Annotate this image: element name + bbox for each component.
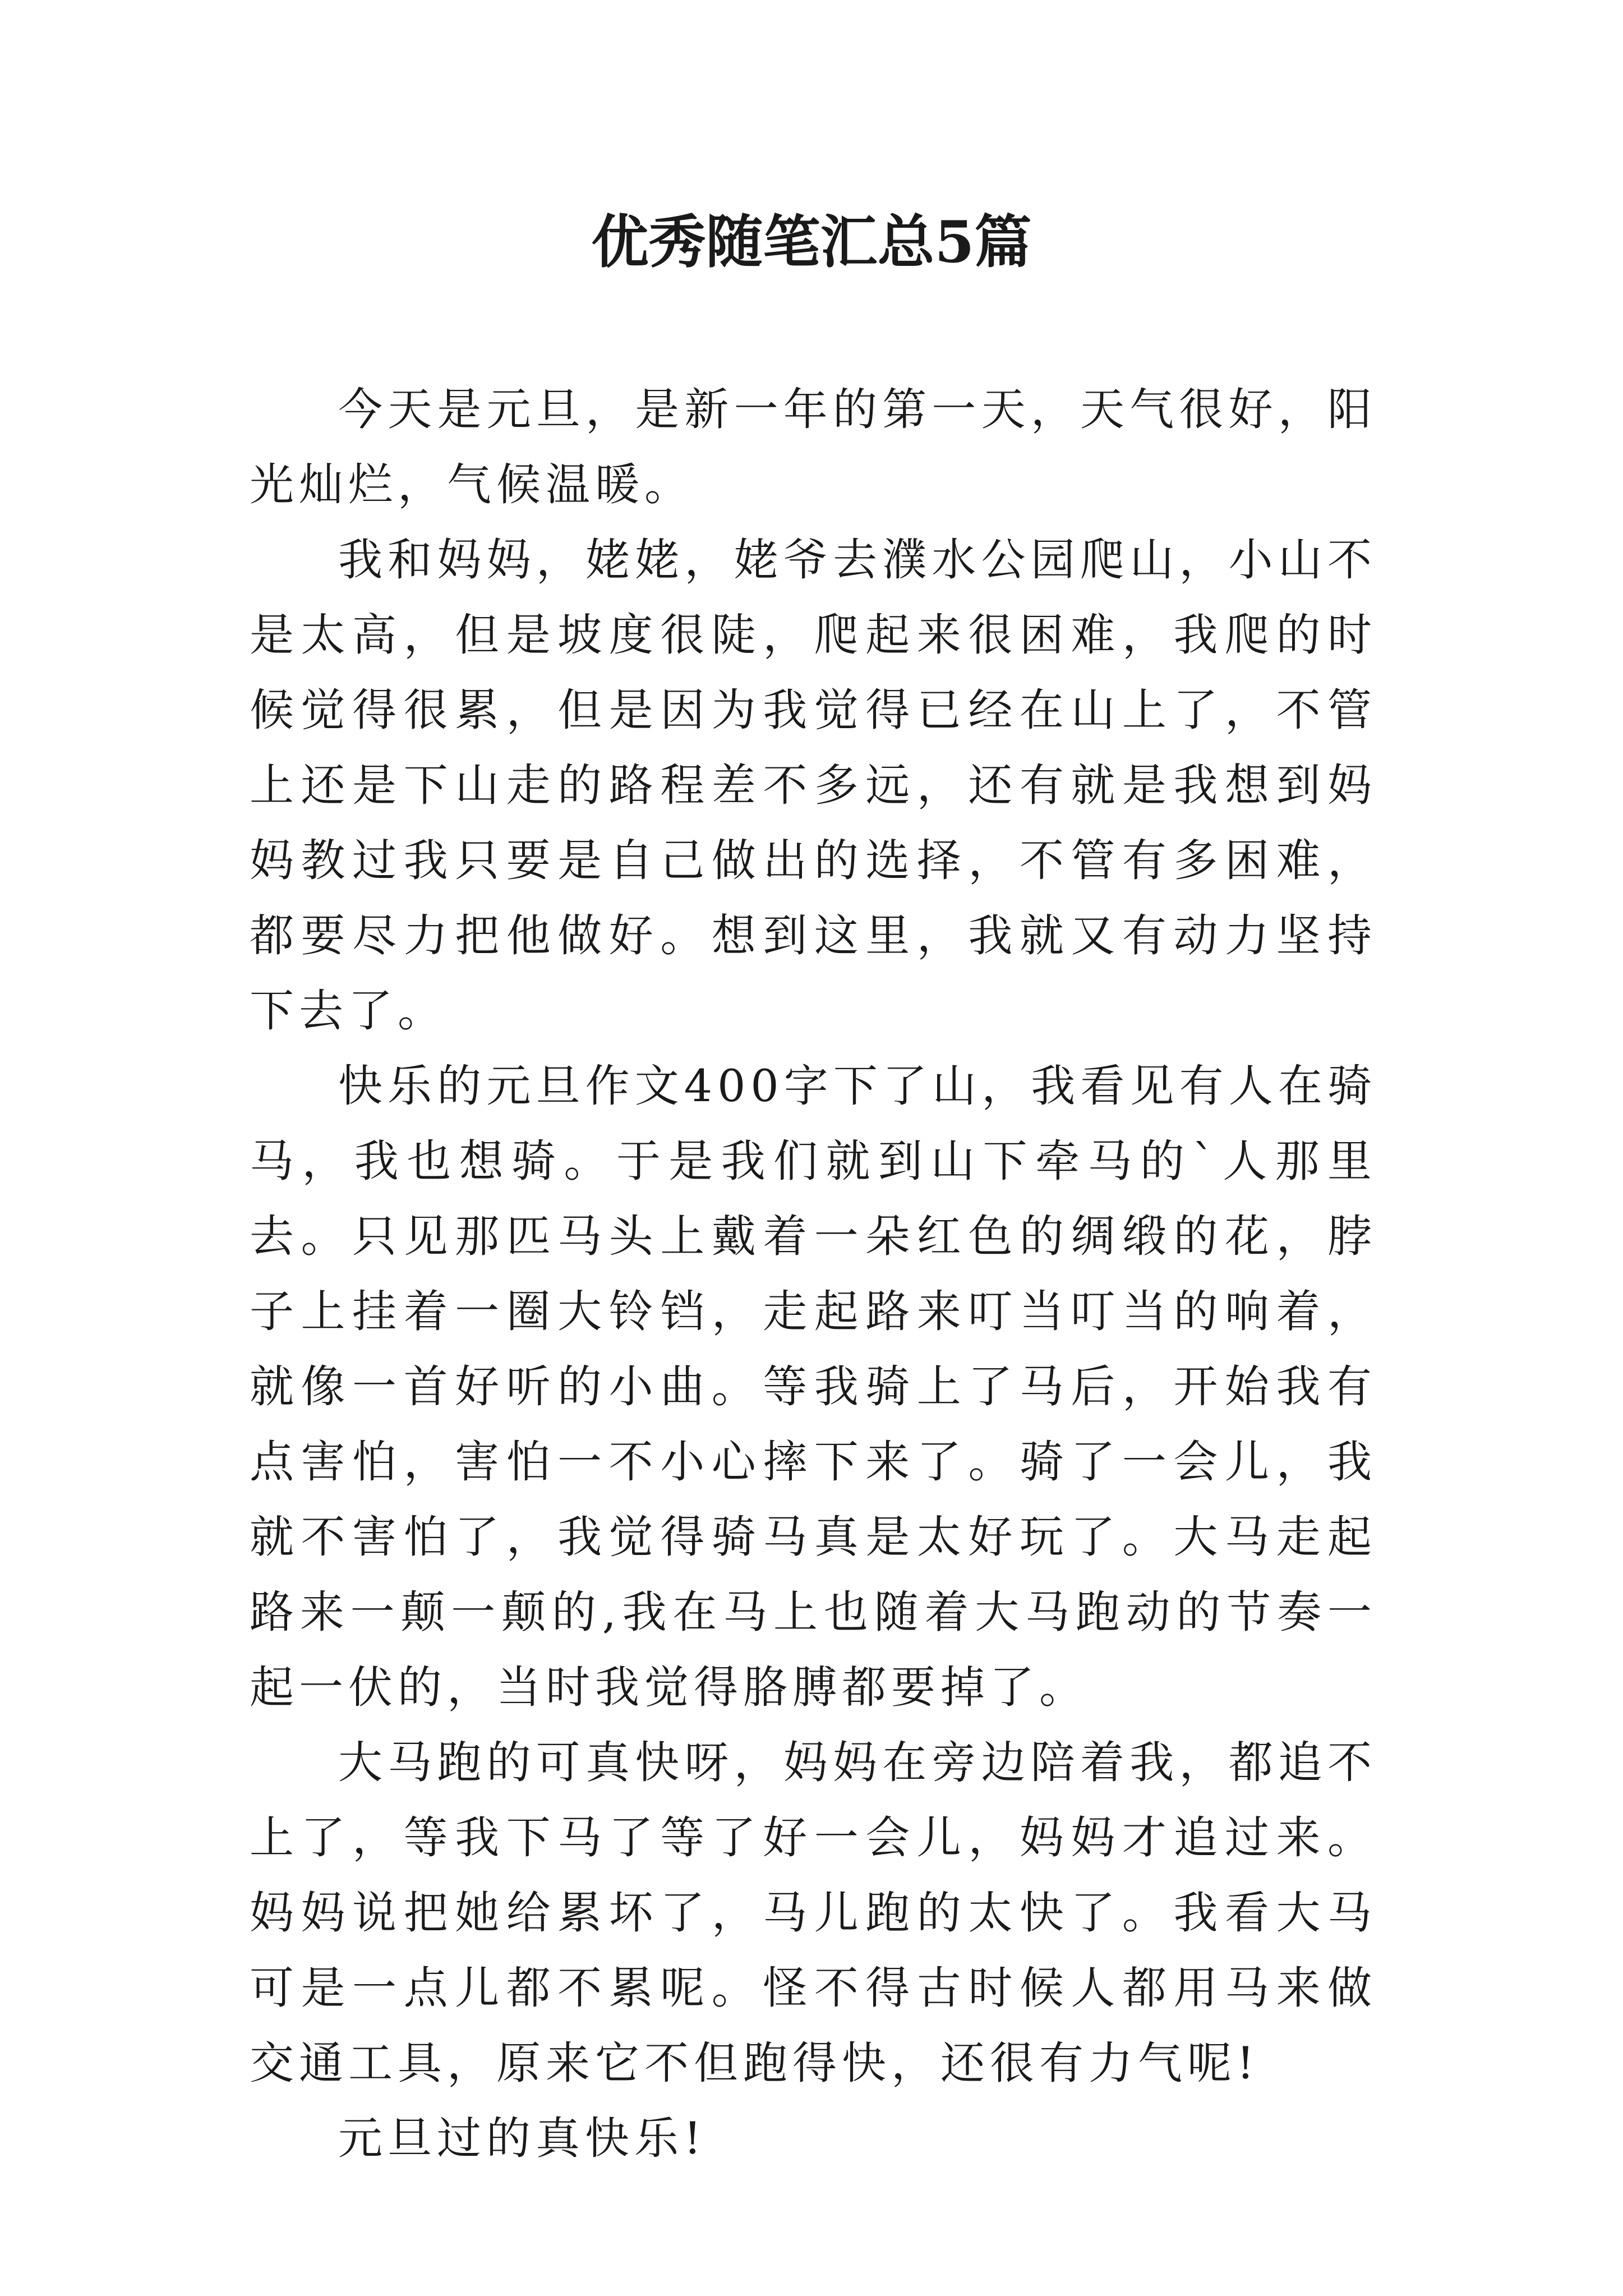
paragraph: 元旦过的真快乐! <box>338 2113 707 2164</box>
document-title: 优秀随笔汇总5篇 <box>591 209 1032 276</box>
document-body <box>250 372 1377 2176</box>
paragraph: 大马跑的可真快呀，妈妈在旁边陪着我，都追不上了，等我下马了等了好一会儿，妈妈才追过来。妈妈说把她给累坏了，马儿跑的太快了。我看大马可是一点儿都不累呢。怪不得古时候人都用马来做交通工具，原来它不但跑得快，还很有力气呢! <box>250 1737 1377 2089</box>
paragraph: 我和妈妈，姥姥，姥爷去濮水公园爬山，小山不是太高，但是坡度很陡，爬起来很困难，我爬的时候觉得很累，但是因为我觉得已经在山上了，不管上还是下山走的路程差不多远，还有就是我想到妈妈教过我只要是自己做出的选择，不管有多困难，都要尽力把他做好。想到这里，我就又有动力坚持下去了。 <box>250 534 1377 1037</box>
paragraph: 今天是元旦，是新一年的第一天，天气很好，阳光灿烂，气候温暖。 <box>250 384 1377 510</box>
paragraph: 快乐的元旦作文400字下了山，我看见有人在骑马，我也想骑。于是我们就到山下牵马的`人那里去。只见那匹马头上戴着一朵红色的绸缎的花，脖子上挂着一圈大铃铛，走起路来叮当叮当的响着，就像一首好听的小曲。等我骑上了马后，开始我有点害怕，害怕一不小心摔下来了。骑了一会儿，我就不害怕了，我觉得骑马真是太好玩了。大马走起路来一颠一颠的,我在马上也随着大马跑动的节奏一起一伏的，当时我觉得胳膊都要掉了。 <box>250 1060 1377 1713</box>
